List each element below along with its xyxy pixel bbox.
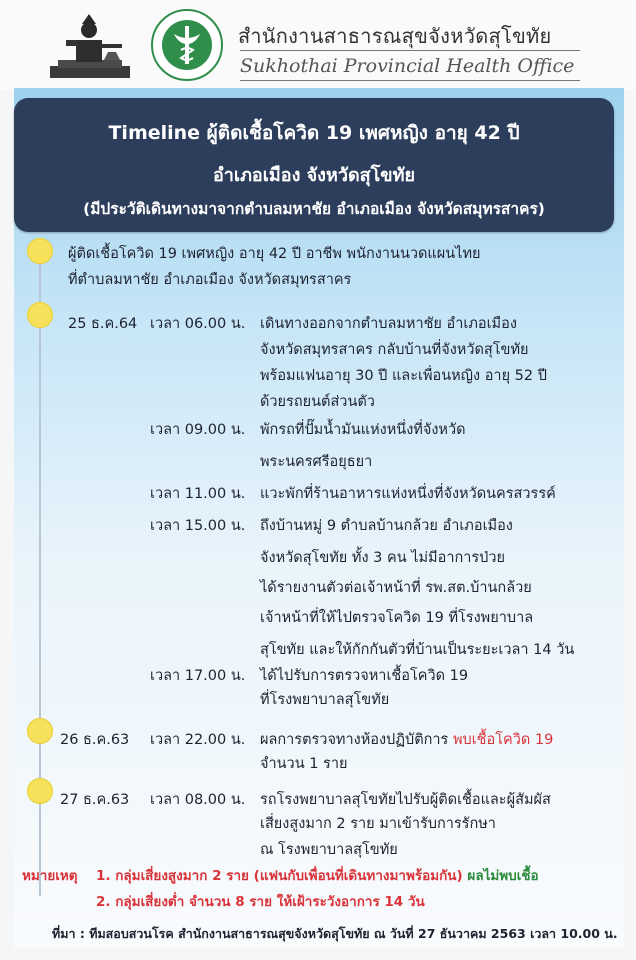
title-line-2: อำเภอเมือง จังหวัดสุโขทัย bbox=[213, 165, 415, 186]
title-box bbox=[14, 98, 614, 232]
date-day1: 25 ธ.ค.64 bbox=[68, 316, 138, 332]
divider bbox=[240, 80, 580, 81]
title-line-1: Timeline ผู้ติดเชื้อโควิด 19 เพศหญิง อายุ 42 ปี bbox=[108, 122, 520, 144]
note-1-detail: (แฟนกับเพื่อนที่เดินทางมาพร้อมกัน) bbox=[253, 868, 463, 884]
time-entry: เวลา 17.00 น. bbox=[150, 668, 246, 684]
ministry-seal-logo bbox=[150, 8, 224, 82]
date-day3: 27 ธ.ค.63 bbox=[60, 792, 130, 808]
lab-result-text: ผลการตรวจทางห้องปฏิบัติการ bbox=[260, 732, 449, 748]
entry-text: พร้อมแฟนอายุ 30 ปี และเพื่อนหญิง อายุ 52 ปี bbox=[260, 368, 547, 384]
entry-text: จังหวัดสุโขทัย ทั้ง 3 คน ไม่มีอาการป่วย bbox=[260, 550, 506, 566]
king-statue-logo bbox=[46, 10, 134, 80]
entry-text: ได้ไปรับการตรวจหาเชื้อโควิด 19 bbox=[260, 668, 469, 684]
entry-text: พระนครศรีอยุธยา bbox=[260, 454, 373, 470]
note-label: หมายเหตุ bbox=[22, 868, 78, 884]
entry-text: จำนวน 1 ราย bbox=[260, 756, 348, 772]
entry-text: ถึงบ้านหมู่ 9 ตำบลบ้านกล้วย อำเภอเมือง bbox=[260, 518, 513, 534]
entry-text: เจ้าหน้าที่ให้ไปตรวจโควิด 19 ที่โรงพยาบาล bbox=[260, 610, 534, 626]
entry-text: สุโขทัย และให้กักกันตัวที่บ้านเป็นระยะเวลา 14 วัน bbox=[260, 642, 575, 658]
time-entry: เวลา 22.00 น. bbox=[150, 732, 246, 748]
intro-line-1: ผู้ติดเชื้อโควิด 19 เพศหญิง อายุ 42 ปี อาชีพ พนักงานนวดแผนไทย bbox=[68, 246, 481, 262]
source-note: ที่มา : ทีมสอบสวนโรค สำนักงานสาธารณสุขจังหวัดสุโขทัย ณ วันที่ 27 ธันวาคม 2563 เวลา 10.00 น. bbox=[52, 926, 618, 941]
time-entry: เวลา 06.00 น. bbox=[150, 316, 246, 332]
entry-text: พักรถที่ปั๊มน้ำมันแห่งหนึ่งที่จังหวัด bbox=[260, 422, 466, 438]
entry-text bbox=[260, 728, 553, 751]
note-1-main: 1. กลุ่มเสี่ยงสูงมาก 2 ราย bbox=[96, 868, 249, 884]
org-name-thai: สำนักงานสาธารณสุขจังหวัดสุโขทัย bbox=[238, 24, 552, 48]
entry-text: จังหวัดสมุทรสาคร กลับบ้านที่จังหวัดสุโขทัย bbox=[260, 342, 529, 358]
entry-text: ได้รายงานตัวต่อเจ้าหน้าที่ รพ.สต.บ้านกล้วย bbox=[260, 580, 532, 596]
title-line-3: (มีประวัติเดินทางมาจากตำบลมหาชัย อำเภอเมือง จังหวัดสมุทรสาคร) bbox=[83, 200, 545, 218]
intro-line-2: ที่ตำบลมหาชัย อำเภอเมือง จังหวัดสมุทรสาคร bbox=[68, 272, 352, 288]
positive-result-highlight: พบเชื้อโควิด 19 bbox=[452, 732, 554, 748]
timeline-dot bbox=[27, 718, 53, 744]
org-name-english: Sukhothai Provincial Health Office bbox=[240, 55, 575, 77]
entry-text: ณ โรงพยาบาลสุโขทัย bbox=[260, 842, 398, 858]
timeline-dot bbox=[27, 302, 53, 328]
entry-text: รถโรงพยาบาลสุโขทัยไปรับผู้ติดเชื้อและผู้สัมผัส bbox=[260, 792, 551, 808]
note-1-result: ผลไม่พบเชื้อ bbox=[467, 868, 539, 884]
time-entry: เวลา 09.00 น. bbox=[150, 422, 246, 438]
timeline-dot bbox=[27, 778, 53, 804]
entry-text: เสี่ยงสูงมาก 2 ราย มาเข้ารับการรักษา bbox=[260, 816, 496, 832]
entry-text: เดินทางออกจากตำบลมหาชัย อำเภอเมือง bbox=[260, 316, 517, 332]
timeline-panel bbox=[14, 88, 624, 948]
entry-text: ด้วยรถยนต์ส่วนตัว bbox=[260, 394, 375, 410]
time-entry: เวลา 08.00 น. bbox=[150, 792, 246, 808]
entry-text: ที่โรงพยาบาลสุโขทัย bbox=[260, 692, 390, 708]
entry-text: แวะพักที่ร้านอาหารแห่งหนึ่งที่จังหวัดนครสวรรค์ bbox=[260, 486, 556, 502]
note-1 bbox=[96, 864, 539, 886]
divider bbox=[240, 50, 580, 51]
header bbox=[0, 0, 636, 90]
time-entry: เวลา 15.00 น. bbox=[150, 518, 246, 534]
note-2: 2. กลุ่มเสี่ยงต่ำ จำนวน 8 ราย ให้เฝ้าระวังอาการ 14 วัน bbox=[96, 894, 425, 910]
timeline-dot bbox=[27, 238, 53, 264]
time-entry: เวลา 11.00 น. bbox=[150, 486, 246, 502]
date-day2: 26 ธ.ค.63 bbox=[60, 732, 130, 748]
